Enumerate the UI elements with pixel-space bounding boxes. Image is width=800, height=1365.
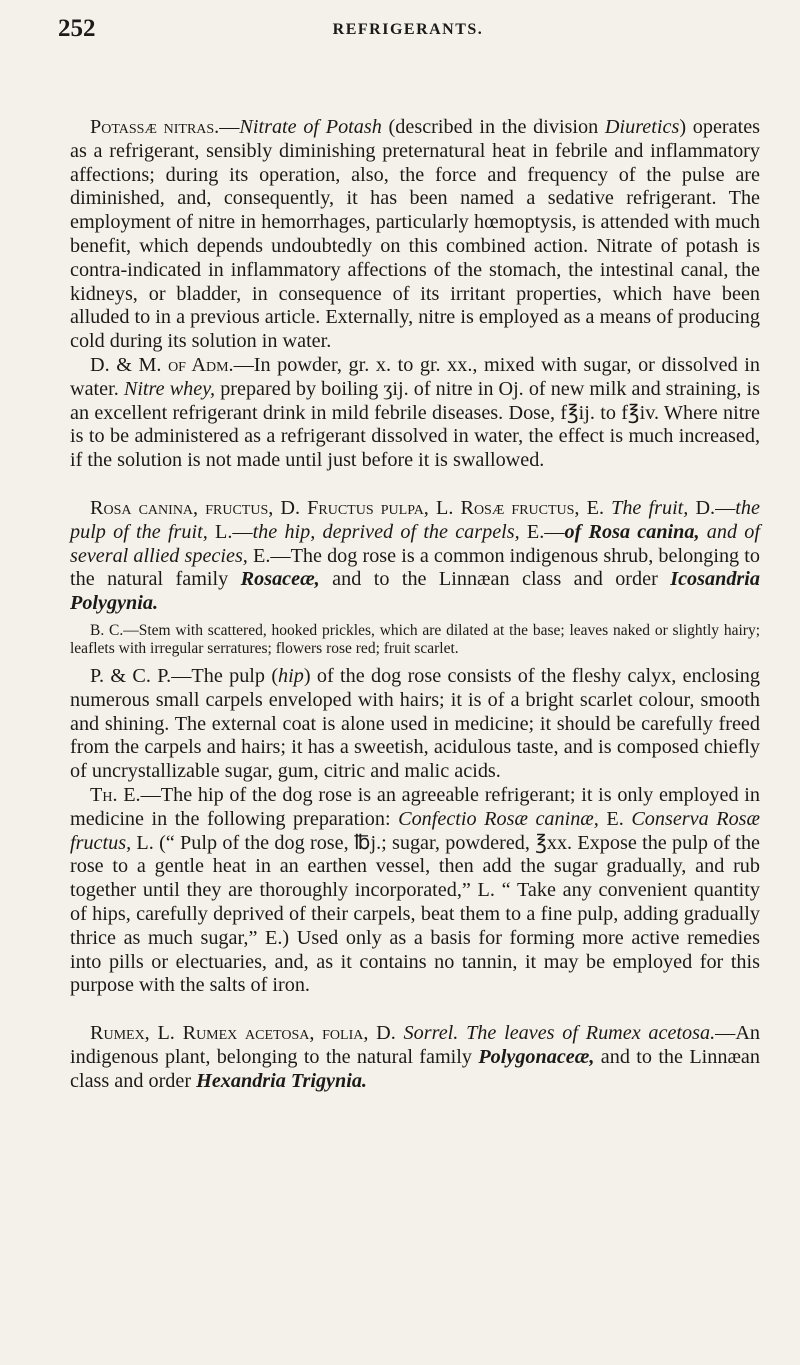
- entry-heading: Rumex,: [90, 1022, 150, 1045]
- entry-heading: Rosa canina, fructus,: [90, 496, 274, 519]
- rosa-canina-paragraph: Rosa canina, fructus, D. Fructus pulpa, L. Rosæ fructus, E. The fruit, D.—the pulp of the fruit, L.—the hip, deprived of the carpels, E.—of Rosa canina, and of several allied species, E.—The dog rose is a common indigenous shrub, belonging to the natural family Rosaceæ, and to the Linnæan class and order Icosandria Polygynia.: [70, 496, 760, 615]
- properties-paragraph: P. & C. P.—The pulp (hip) of the dog rose consists of the fleshy calyx, enclosing numerous small carpels enveloped with hairs; it is of a bright scarlet colour, smooth and shining. The external coat is alone used in medicine; it should be carefully freed from the carpels and hairs; it has a sweetish, acidulous taste, and is composed chiefly of uncrystallizable sugar, gum, citric and malic acids.: [70, 664, 760, 783]
- dose-paragraph: D. & M. of Adm.—In powder, gr. x. to gr. xx., mixed with sugar, or dissolved in water. Nitre whey, prepared by boiling ʒij. of nitre in Oj. of new milk and straining, is an excellent refrigerant drink in mild febrile diseases. Dose, f℥ij. to f℥iv. Where nitre is to be administered as a refrigerant dissolved in water, the effect is much increased, if the solution is not made until just before it is swallowed.: [70, 353, 761, 472]
- potassae-nitras-paragraph: Potassæ nitras.—Nitrate of Potash (described in the division Diuretics) operates as a refrigerant, sensibly diminishing preternatural heat in febrile and inflammatory affections; during its operation, also, the force and frequency of the pulse are diminished, and, consequently, it has been named a sedative refrigerant. The employment of nitre in hemorrhages, particularly hœmoptysis, is attended with much benefit, which depends undoubtedly on this combined action. Nitrate of potash is contra-indicated in inflammatory affections of the stomach, the intestinal canal, the kidneys, or bladder, in consequence of its irritant properties, which have been alluded to in a previous article. Externally, nitre is employed as a means of producing cold during its solution in water.: [70, 116, 761, 353]
- running-title: REFRIGERANTS.: [332, 21, 484, 38]
- botanical-characters: B. C.—Stem with scattered, hooked prickles, which are dilated at the base; leaves naked or slightly hairy; leaflets with irregular serratures; flowers rose red; fruit scarlet.: [70, 621, 760, 658]
- page-body: [70, 116, 760, 1093]
- running-head: [58, 15, 758, 49]
- entry-heading: Potassæ nitras.: [90, 116, 220, 138]
- therapeutics-paragraph: Th. E.—The hip of the dog rose is an agreeable refrigerant; it is only employed in medicine in the following preparation: Confectio Rosæ caninæ, E. Conserva Rosæ fructus, L. (“ Pulp of the dog rose, ℔j.; sugar, powdered, ℥xx. Expose the pulp of the rose to a gentle heat in an earthen vessel, then add the sugar gradually, and rub together until they are thoroughly incorporated,” L. “ Take any convenient quantity of hips, carefully deprived of their carpels, beat them to a fine pulp, adding gradually thrice as much sugar,” E.) Used only as a basis for forming more active remedies into pills or electuaries, and, as it contains no tannin, it may be employed for this purpose with the salts of iron.: [70, 783, 760, 997]
- page-number: 252: [58, 15, 96, 42]
- entry-name: Nitrate of Potash: [239, 116, 382, 138]
- rumex-paragraph: Rumex, L. Rumex acetosa, folia, D. Sorrel. The leaves of Rumex acetosa.—An indigenous plant, belonging to the natural family Polygonaceæ, and to the Linnæan class and order Hexandria Trigynia.: [70, 1022, 760, 1092]
